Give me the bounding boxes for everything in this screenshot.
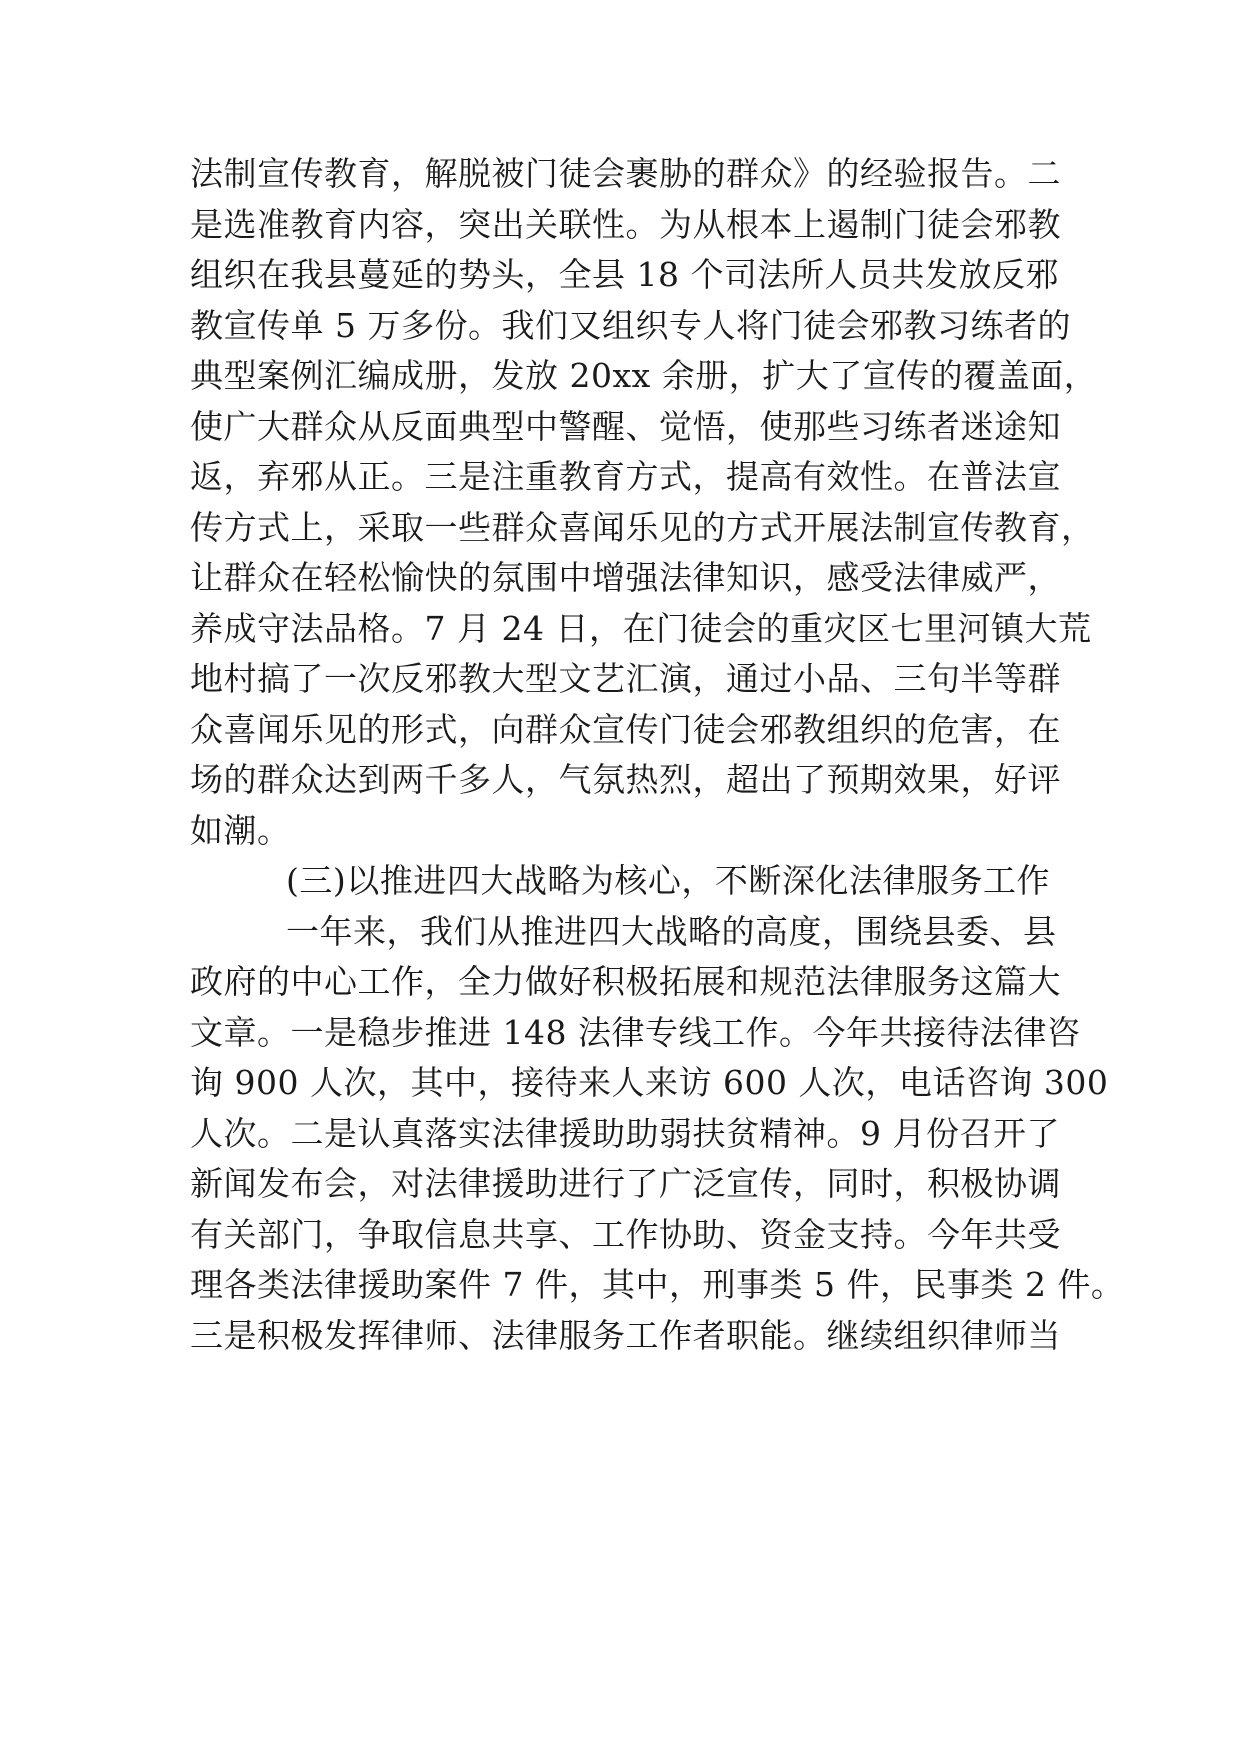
text-line: 法制宣传教育，解脱被门徒会裹胁的群众》的经验报告。二 [190,154,1061,193]
text-line: 养成守法品格。7 月 24 日，在门徒会的重灾区七里河镇大荒 [190,608,1092,648]
text-line: 一年来，我们从推进四大战略的高度，围绕县委、县 [286,911,1057,951]
text-line: 有关部门，争取信息共享、工作协助、资金支持。今年共受 [190,1214,1061,1254]
text-line: 是选准教育内容，突出关联性。为从根本上遏制门徒会邪教 [190,204,1061,244]
text-line: 传方式上，采取一些群众喜闻乐见的方式开展法制宣传教育， [190,507,1095,547]
text-line: 新闻发布会，对法律援助进行了广泛宣传，同时，积极协调 [190,1164,1061,1203]
text-line: 三是积极发挥律师、法律服务工作者职能。继续组织律师当 [190,1315,1061,1355]
text-line: 返，弃邪从正。三是注重教育方式，提高有效性。在普法宣 [190,457,1061,496]
text-line: 场的群众达到两千多人，气氛热烈，超出了预期效果，好评 [190,760,1061,799]
text-line: 教宣传单 5 万多份。我们又组织专人将门徒会邪教习练者的 [190,305,1071,345]
text-line: 组织在我县蔓延的势头，全县 18 个司法所人员共发放反邪 [190,255,1059,294]
text-line: 询 900 人次，其中，接待来人来访 600 人次，电话咨询 300 [190,1063,1109,1102]
text-line: 理各类法律援助案件 7 件，其中，刑事类 5 件，民事类 2 件。 [190,1265,1125,1304]
text-line: 典型案例汇编成册，发放 20xx 余册，扩大了宣传的覆盖面， [190,356,1098,395]
text-line: 文章。一是稳步推进 148 法律专线工作。今年共接待法律咨 [190,1012,1081,1052]
text-line: 如潮。 [190,810,291,850]
text-line: 人次。二是认真落实法律援助助弱扶贫精神。9 月份召开了 [190,1113,1060,1153]
body-text [190,149,1125,1361]
section-heading: (三)以推进四大战略为核心，不断深化法律服务工作 [286,861,1050,900]
text-line: 政府的中心工作，全力做好积极拓展和规范法律服务这篇大 [190,962,1061,1001]
text-line: 让群众在轻松愉快的氛围中增强法律知识，感受法律威严， [190,558,1061,597]
text-line: 使广大群众从反面典型中警醒、觉悟，使那些习练者迷途知 [190,406,1061,446]
text-line: 众喜闻乐见的形式，向群众宣传门徒会邪教组织的危害，在 [190,709,1061,749]
text-line: 地村搞了一次反邪教大型文艺汇演，通过小品、三句半等群 [190,659,1061,698]
